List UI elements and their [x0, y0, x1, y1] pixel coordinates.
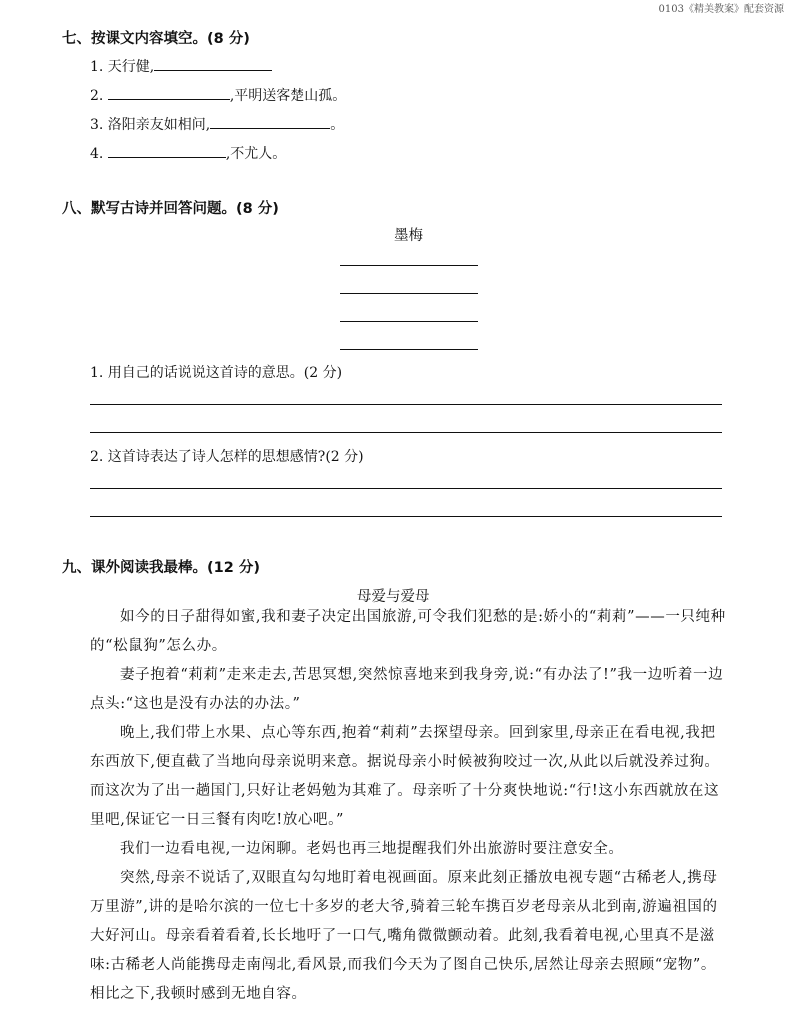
- fill-item-2-suffix: ,平明送客楚山孤。: [229, 88, 347, 104]
- answer-line-q2-1[interactable]: [90, 488, 722, 489]
- question-1: 1. 用自己的话说说这首诗的意思。(2 分): [90, 365, 343, 381]
- fill-item-3: [90, 114, 344, 134]
- poem-line-4[interactable]: [340, 349, 478, 350]
- section-9-title: 九、课外阅读我最棒。(12 分): [62, 560, 260, 576]
- answer-line-q1-2[interactable]: [90, 432, 722, 433]
- answer-line-q1-1[interactable]: [90, 404, 722, 405]
- answer-line-q2-2[interactable]: [90, 516, 722, 517]
- fill-item-1: [90, 56, 272, 76]
- fill-item-2: [90, 85, 346, 105]
- question-2: 2. 这首诗表达了诗人怎样的思想感情?(2 分): [90, 449, 364, 465]
- fill-item-3-suffix: 。: [330, 117, 345, 133]
- fill-blank-4[interactable]: [108, 143, 226, 158]
- story-paragraph-4: 我们一边看电视,一边闲聊。老妈也再三地提醒我们外出旅游时要注意安全。: [120, 841, 624, 857]
- page-header: 0103《精美教案》配套资源: [658, 4, 784, 15]
- poem-title: 墨梅: [394, 228, 423, 244]
- story-paragraph-5: 突然,母亲不说话了,双眼直勾勾地盯着电视画面。原来此刻正播放电视专题“古稀老人,携母万里游”,讲的是哈尔滨的一位七十多岁的老大爷,骑着三轮车携百岁老母亲从北到南,游遍祖国的大好河山。母亲看着看着,长长地吁了一口气,嘴角微微颤动着。此刻,我看着电视,心里真不是滋味:古稀老人尚能携母走南闯北,看风景,而我们今天为了图自己快乐,居然让母亲去照顾“宠物”。相比之下,我顿时感到无地自容。: [90, 870, 718, 1002]
- section-8-title: 八、默写古诗并回答问题。(8 分): [62, 201, 279, 217]
- story-paragraph-2: 妻子抱着“莉莉”走来走去,苦思冥想,突然惊喜地来到我身旁,说:“有办法了!”我一边听着一边点头:“这也是没有办法的办法。”: [90, 667, 724, 712]
- story-paragraph-3: 晚上,我们带上水果、点心等东西,抱着“莉莉”去探望母亲。回到家里,母亲正在看电视,我把东西放下,便直截了当地向母亲说明来意。据说母亲小时候被狗咬过一次,从此以后就没养过狗。而这次为了出一趟国门,只好让老妈勉为其难了。母亲听了十分爽快地说:“行!这小东西就放在这里吧,保证它一日三餐有肉吃!放心吧。”: [90, 725, 720, 828]
- poem-line-1[interactable]: [340, 265, 478, 266]
- poem-line-3[interactable]: [340, 321, 478, 322]
- fill-item-4-suffix: ,不尤人。: [225, 146, 287, 162]
- fill-blank-2[interactable]: [108, 85, 230, 100]
- fill-item-4-prefix: 4.: [90, 146, 108, 162]
- fill-blank-1[interactable]: [154, 56, 272, 71]
- story-title: 母爱与爱母: [357, 589, 430, 605]
- fill-blank-3[interactable]: [210, 114, 330, 129]
- fill-item-4: [90, 143, 286, 163]
- story-paragraph-1: 如今的日子甜得如蜜,我和妻子决定出国旅游,可令我们犯愁的是:娇小的“莉莉”——一只纯种的“松鼠狗”怎么办。: [90, 609, 726, 654]
- fill-item-1-prefix: 1. 天行健,: [90, 59, 155, 75]
- fill-item-2-prefix: 2.: [90, 88, 108, 104]
- section-7-title: 七、按课文内容填空。(8 分): [62, 31, 250, 47]
- fill-item-3-prefix: 3. 洛阳亲友如相问,: [90, 117, 211, 133]
- poem-line-2[interactable]: [340, 293, 478, 294]
